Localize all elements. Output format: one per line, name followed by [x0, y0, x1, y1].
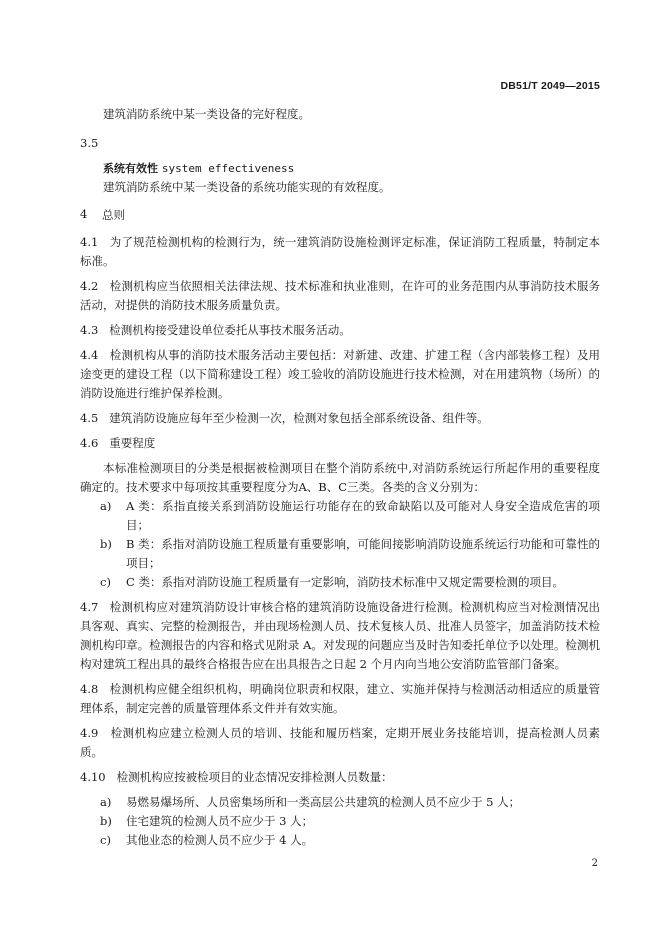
clause-4-5-text: 建筑消防设施应每年至少检测一次，检测对象包括全部系统设备、组件等。	[109, 411, 489, 425]
clause-4-2	[80, 277, 600, 315]
list-item-label: a)	[100, 795, 112, 809]
clause-4-10-text: 检测机构应按被检项目的业态情况安排检测人员数量：	[116, 770, 393, 784]
clause-4-3	[80, 321, 600, 340]
list-item	[80, 497, 600, 535]
clause-4-8	[80, 680, 600, 718]
clause-4-8-text: 检测机构应健全组织机构，明确岗位职责和权限，建立、实施并保持与检测活动相适应的质量管理体系，制定完善的质量管理体系文件并有效实施。	[80, 682, 600, 715]
list-item	[80, 573, 600, 592]
clause-4-10	[80, 768, 600, 787]
list-item-text: A 类：系指直接关系到消防设施运行功能存在的致命缺陷以及可能对人身安全造成危害的项目；	[126, 499, 600, 532]
list-item-label: b)	[100, 537, 112, 551]
list-item-label: a)	[100, 499, 112, 513]
list-item	[80, 535, 600, 573]
list-item-text: 其他业态的检测人员不应少于 4 人。	[126, 833, 314, 847]
clause-4-6-number: 4.6	[80, 436, 99, 450]
clause-4-8-number: 4.8	[80, 682, 99, 696]
clause-4-5-number: 4.5	[80, 411, 99, 425]
chapter-4-heading	[80, 207, 600, 223]
chapter-4-title: 总则	[102, 208, 125, 222]
term-3-5-english: system effectiveness	[161, 162, 295, 175]
clause-4-2-text: 检测机构应当依照相关法律法规、技术标准和执业准则，在许可的业务范围内从事消防技术服务活动，对提供的消防技术服务质量负责。	[80, 279, 600, 312]
clause-4-4-text: 检测机构从事的消防技术服务活动主要包括：对新建、改建、扩建工程（含内部装修工程）及用途变更的建设工程（以下简称建设工程）竣工验收的消防设施进行技术检测，对在用建筑物（场所）的消防设施进行维护保养检测。	[80, 348, 600, 400]
clause-4-10-number: 4.10	[80, 770, 106, 784]
clause-4-4	[80, 346, 600, 403]
document-body	[80, 105, 600, 850]
clause-4-3-text: 检测机构接受建设单位委托从事技术服务活动。	[109, 323, 351, 337]
document-code: DB51/T 2049—2015	[500, 80, 600, 92]
clause-4-3-number: 4.3	[80, 323, 99, 337]
clause-4-1	[80, 233, 600, 271]
list-item	[80, 793, 600, 812]
clause-4-2-number: 4.2	[80, 279, 99, 293]
clause-4-1-number: 4.1	[80, 235, 99, 249]
definition-3-4-continued: 建筑消防系统中某一类设备的完好程度。	[103, 107, 310, 121]
list-item-label: c)	[100, 833, 111, 847]
list-item	[80, 812, 600, 831]
list-item-label: c)	[100, 575, 111, 589]
chapter-4-number: 4	[80, 207, 88, 221]
section-3-5-number: 3.5	[80, 136, 99, 150]
term-3-5	[80, 159, 600, 178]
clause-4-6-title: 重要程度	[109, 436, 156, 450]
list-item-text: B 类：系指对消防设施工程质量有重要影响，可能间接影响消防设施系统运行功能和可靠性的项目；	[126, 537, 600, 570]
clause-4-6-intro: 本标准检测项目的分类是根据被检测项目在整个消防系统中,对消防系统运行所起作用的重要程度确定的。技术要求中每项按其重要程度分为A、B、C三类。各类的含义分别为：	[80, 461, 600, 494]
clause-4-6-heading	[80, 434, 600, 453]
list-item-text: 住宅建筑的检测人员不应少于 3 人；	[126, 814, 314, 828]
clause-4-7	[80, 598, 600, 674]
clause-4-1-text: 为了规范检测机构的检测行为，统一建筑消防设施检测评定标准，保证消防工程质量，特制定本标准。	[80, 235, 600, 268]
list-item-text: 易燃易爆场所、人员密集场所和一类高层公共建筑的检测人员不应少于 5 人；	[126, 795, 521, 809]
page-number: 2	[591, 858, 598, 869]
clause-4-9-text: 检测机构应建立检测人员的培训、技能和履历档案，定期开展业务技能培训，提高检测人员素质。	[80, 726, 600, 759]
clause-4-7-number: 4.7	[80, 600, 99, 614]
clause-4-7-text: 检测机构应对建筑消防设计审核合格的建筑消防设施设备进行检测。检测机构应当对检测情况出具客观、真实、完整的检测报告，并由现场检测人员、技术复核人员、批准人员签字，加盖消防技术检测机构印章。检测报告的内容和格式见附录 A。对发现的问题应当及时告知委托单位予以处理。检测机构对建筑工程出具的最终合格报告应在出具报告之日起 2 个月内向当地公安消防监管部门备案。	[80, 600, 600, 671]
clause-4-9	[80, 724, 600, 762]
clause-4-5	[80, 409, 600, 428]
clause-4-4-number: 4.4	[80, 348, 99, 362]
definition-3-5: 建筑消防系统中某一类设备的系统功能实现的有效程度。	[103, 180, 391, 194]
list-item-label: b)	[100, 814, 112, 828]
list-item	[80, 831, 600, 850]
list-item-text: C 类：系指对消防设施工程质量有一定影响，消防技术标准中又规定需要检测的项目。	[126, 575, 564, 589]
term-3-5-chinese: 系统有效性	[103, 162, 158, 175]
clause-4-9-number: 4.9	[80, 726, 99, 740]
